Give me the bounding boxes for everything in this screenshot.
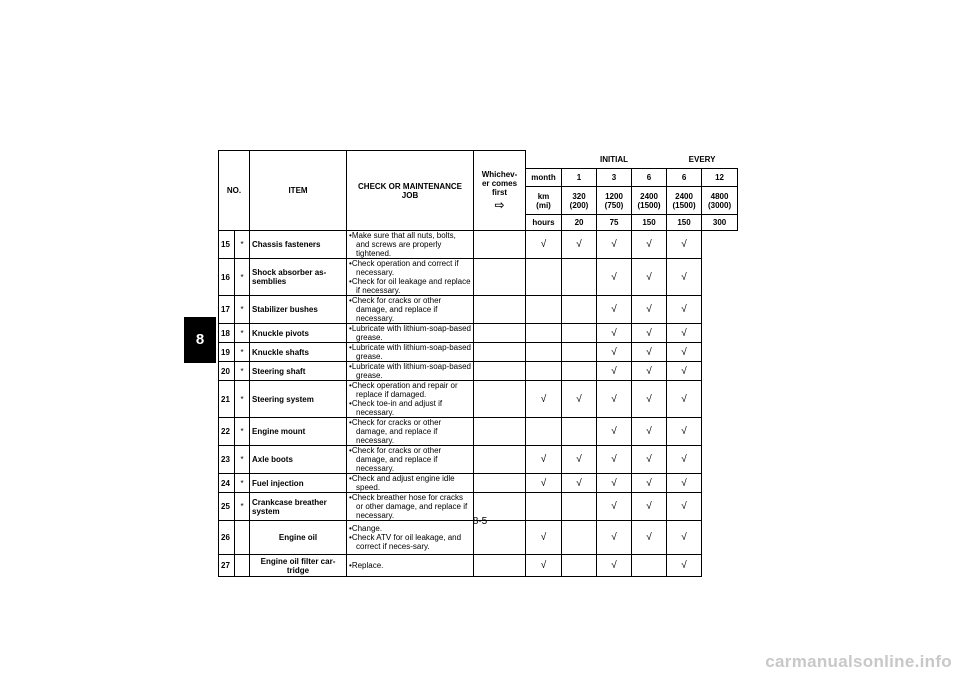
row-number: 26 — [219, 521, 235, 555]
row-asterisk: * — [235, 493, 250, 521]
row-number: 21 — [219, 381, 235, 418]
row-number: 16 — [219, 259, 235, 296]
row-item: Engine oil filter car- tridge — [250, 555, 347, 577]
check-bullet: • Check for cracks or other damage, and replace if necessary. — [349, 296, 471, 323]
check-mark: √ — [667, 555, 702, 577]
check-mark — [526, 259, 562, 296]
header-month-label: month — [526, 169, 562, 187]
check-bullet: • Lubricate with lithium-soap-based grease. — [349, 324, 471, 342]
maintenance-table — [218, 150, 738, 577]
table-row — [219, 343, 738, 362]
check-mark — [526, 362, 562, 381]
row-asterisk: * — [235, 324, 250, 343]
check-mark: √ — [632, 418, 667, 446]
table-row — [219, 418, 738, 446]
check-mark: √ — [667, 259, 702, 296]
row-asterisk: * — [235, 446, 250, 474]
row-check-job — [347, 231, 474, 259]
row-asterisk: * — [235, 231, 250, 259]
row-whichever-empty — [474, 555, 526, 577]
header-hours-value: 20 — [562, 215, 597, 231]
row-number: 18 — [219, 324, 235, 343]
check-mark: √ — [667, 296, 702, 324]
row-item: Stabilizer bushes — [250, 296, 347, 324]
check-mark — [562, 259, 597, 296]
check-mark — [526, 343, 562, 362]
header-km-value: 320 (200) — [562, 187, 597, 215]
row-check-job — [347, 418, 474, 446]
row-check-job — [347, 446, 474, 474]
check-mark: √ — [526, 231, 562, 259]
table-row — [219, 296, 738, 324]
row-asterisk: * — [235, 474, 250, 493]
row-item: Knuckle shafts — [250, 343, 347, 362]
check-mark — [562, 418, 597, 446]
check-mark: √ — [597, 474, 632, 493]
check-mark: √ — [667, 418, 702, 446]
check-mark: √ — [632, 362, 667, 381]
check-mark — [562, 324, 597, 343]
row-number: 22 — [219, 418, 235, 446]
check-bullet: • Lubricate with lithium-soap-based grease. — [349, 362, 471, 380]
check-mark: √ — [667, 343, 702, 362]
row-number: 23 — [219, 446, 235, 474]
watermark-text: carmanualsonline.info — [765, 652, 952, 671]
row-whichever-empty — [474, 362, 526, 381]
header-hours-value: 75 — [597, 215, 632, 231]
header-every: EVERY — [667, 151, 738, 169]
check-mark — [562, 555, 597, 577]
header-month-value: 1 — [562, 169, 597, 187]
table-row — [219, 474, 738, 493]
row-whichever-empty — [474, 343, 526, 362]
check-mark — [526, 296, 562, 324]
row-item: Engine oil — [250, 521, 347, 555]
row-check-job — [347, 343, 474, 362]
check-mark: √ — [526, 555, 562, 577]
table-row — [219, 259, 738, 296]
row-whichever-empty — [474, 474, 526, 493]
section-tab: 8 — [184, 317, 216, 363]
row-item: Engine mount — [250, 418, 347, 446]
header-month-value: 12 — [702, 169, 738, 187]
check-mark: √ — [632, 381, 667, 418]
row-check-job — [347, 362, 474, 381]
check-mark: √ — [526, 381, 562, 418]
check-mark: √ — [597, 446, 632, 474]
check-mark: √ — [667, 381, 702, 418]
header-month-value: 6 — [632, 169, 667, 187]
table-row — [219, 324, 738, 343]
check-mark: √ — [667, 521, 702, 555]
check-mark: √ — [597, 521, 632, 555]
header-km-value: 2400 (1500) — [667, 187, 702, 215]
check-bullet: • Change. — [349, 524, 471, 533]
check-mark: √ — [562, 446, 597, 474]
header-check: CHECK OR MAINTENANCE JOB — [347, 151, 474, 231]
table-row — [219, 555, 738, 577]
check-mark: √ — [562, 474, 597, 493]
check-mark: √ — [597, 555, 632, 577]
row-item: Steering shaft — [250, 362, 347, 381]
check-mark: √ — [526, 446, 562, 474]
row-number: 19 — [219, 343, 235, 362]
header-hours-label: hours — [526, 215, 562, 231]
header-hours-value: 300 — [702, 215, 738, 231]
row-item: Axle boots — [250, 446, 347, 474]
check-mark — [526, 324, 562, 343]
row-check-job — [347, 259, 474, 296]
header-month-value: 6 — [667, 169, 702, 187]
check-mark — [562, 362, 597, 381]
check-mark: √ — [632, 446, 667, 474]
page-number: 8-5 — [472, 516, 488, 527]
row-whichever-empty — [474, 296, 526, 324]
check-mark: √ — [526, 474, 562, 493]
check-bullet: • Check operation and correct if necessary. — [349, 259, 471, 277]
header-km-label: km (mi) — [526, 187, 562, 215]
check-mark: √ — [667, 324, 702, 343]
row-whichever-empty — [474, 446, 526, 474]
header-month-value: 3 — [597, 169, 632, 187]
header-initial: INITIAL — [562, 151, 667, 169]
row-check-job — [347, 555, 474, 577]
arrow-right-icon: ⇨ — [494, 198, 505, 212]
check-mark: √ — [632, 324, 667, 343]
check-mark: √ — [597, 324, 632, 343]
row-item: Knuckle pivots — [250, 324, 347, 343]
row-number: 24 — [219, 474, 235, 493]
check-bullet: • Make sure that all nuts, bolts, and screws are properly tightened. — [349, 231, 471, 258]
row-item: Shock absorber as- semblies — [250, 259, 347, 296]
check-mark: √ — [597, 259, 632, 296]
row-number: 17 — [219, 296, 235, 324]
check-mark: √ — [597, 381, 632, 418]
row-asterisk: * — [235, 343, 250, 362]
header-whichever: Whichev- er comes first ⇨ — [474, 151, 526, 231]
row-whichever-empty — [474, 381, 526, 418]
row-asterisk: * — [235, 362, 250, 381]
row-number: 15 — [219, 231, 235, 259]
check-bullet: • Check for cracks or other damage, and replace if necessary. — [349, 446, 471, 473]
check-bullet: • Check ATV for oil leakage, and correct if neces-sary. — [349, 533, 471, 551]
check-mark: √ — [597, 343, 632, 362]
check-bullet: • Check breather hose for cracks or other damage, and replace if necessary. — [349, 493, 471, 520]
check-bullet: • Check operation and repair or replace if damaged. — [349, 381, 471, 399]
header-km-value: 1200 (750) — [597, 187, 632, 215]
row-whichever-empty — [474, 418, 526, 446]
row-check-job — [347, 296, 474, 324]
row-number: 27 — [219, 555, 235, 577]
check-mark: √ — [597, 362, 632, 381]
check-bullet: • Check for cracks or other damage, and replace if necessary. — [349, 418, 471, 445]
check-mark: √ — [632, 493, 667, 521]
check-mark: √ — [562, 381, 597, 418]
row-item: Fuel injection — [250, 474, 347, 493]
check-bullet: • Lubricate with lithium-soap-based grease. — [349, 343, 471, 361]
check-mark — [562, 296, 597, 324]
check-mark: √ — [667, 362, 702, 381]
check-bullet: • Replace. — [349, 561, 471, 570]
check-mark — [526, 418, 562, 446]
row-asterisk — [235, 555, 250, 577]
row-asterisk: * — [235, 381, 250, 418]
header-hours-value: 150 — [632, 215, 667, 231]
check-mark: √ — [597, 296, 632, 324]
table-row — [219, 362, 738, 381]
check-mark: √ — [597, 493, 632, 521]
check-mark: √ — [632, 296, 667, 324]
check-mark: √ — [632, 231, 667, 259]
table-row — [219, 231, 738, 259]
check-mark — [632, 555, 667, 577]
check-mark: √ — [597, 418, 632, 446]
check-mark — [562, 343, 597, 362]
header-no: NO. — [219, 151, 250, 231]
check-mark: √ — [667, 493, 702, 521]
check-bullet: • Check for oil leakage and replace if necessary. — [349, 277, 471, 295]
check-mark: √ — [632, 259, 667, 296]
row-number: 25 — [219, 493, 235, 521]
row-item: Crankcase breather system — [250, 493, 347, 521]
header-item: ITEM — [250, 151, 347, 231]
table-row — [219, 381, 738, 418]
row-check-job — [347, 381, 474, 418]
row-whichever-empty — [474, 259, 526, 296]
row-item: Steering system — [250, 381, 347, 418]
check-bullet: • Check and adjust engine idle speed. — [349, 474, 471, 492]
check-mark: √ — [597, 231, 632, 259]
check-mark: √ — [632, 343, 667, 362]
check-bullet: • Check toe-in and adjust if necessary. — [349, 399, 471, 417]
check-mark: √ — [562, 231, 597, 259]
check-mark: √ — [632, 521, 667, 555]
row-asterisk: * — [235, 296, 250, 324]
header-km-value: 2400 (1500) — [632, 187, 667, 215]
row-asterisk: * — [235, 259, 250, 296]
row-number: 20 — [219, 362, 235, 381]
header-hours-value: 150 — [667, 215, 702, 231]
check-mark: √ — [667, 446, 702, 474]
check-mark: √ — [667, 231, 702, 259]
row-check-job — [347, 474, 474, 493]
table-row — [219, 446, 738, 474]
check-mark: √ — [632, 474, 667, 493]
check-mark: √ — [526, 521, 562, 555]
row-asterisk: * — [235, 418, 250, 446]
row-whichever-empty — [474, 231, 526, 259]
row-item: Chassis fasteners — [250, 231, 347, 259]
row-check-job — [347, 324, 474, 343]
row-whichever-empty — [474, 324, 526, 343]
check-mark: √ — [667, 474, 702, 493]
header-km-value: 4800 (3000) — [702, 187, 738, 215]
